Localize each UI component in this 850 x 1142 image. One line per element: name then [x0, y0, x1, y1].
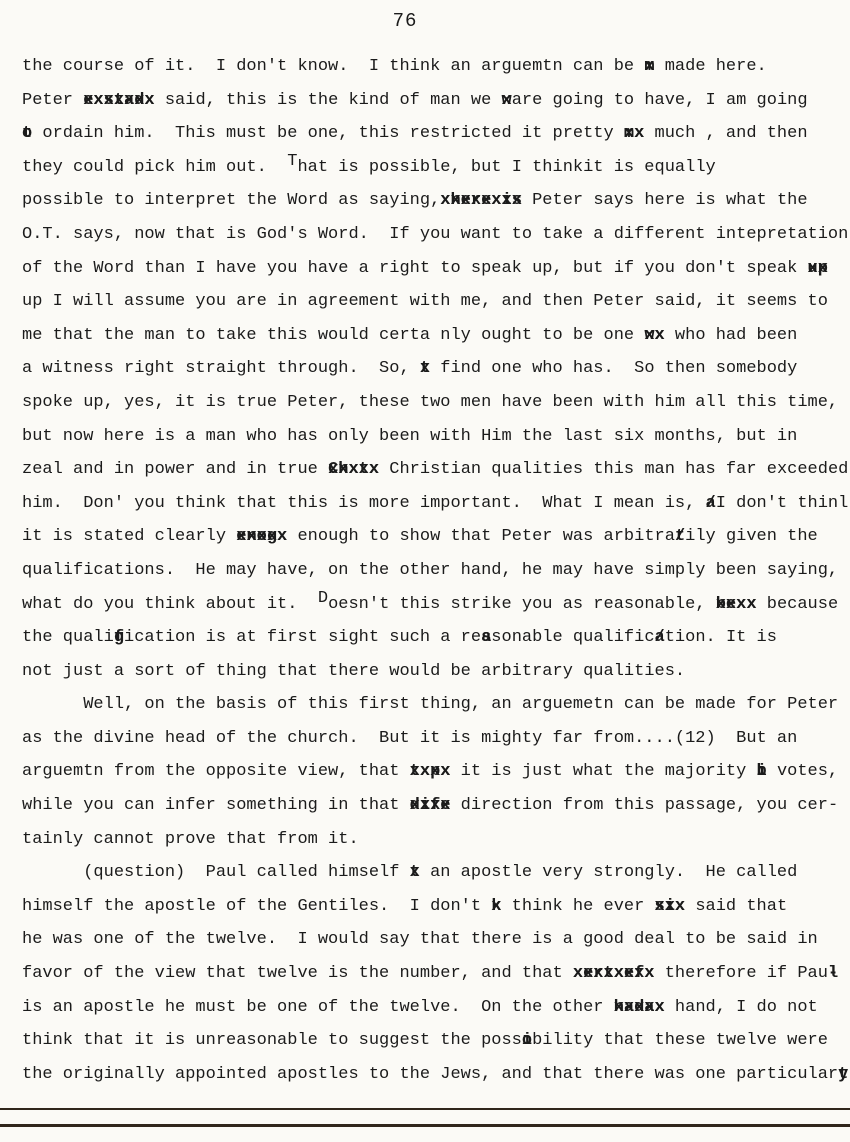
overstrike-correction: xertxefx xxxxxxxx: [573, 957, 655, 991]
overstrike-correction: t /: [675, 520, 685, 554]
text-segment: tainly cannot prove that from it.: [22, 829, 359, 849]
text-segment: they could pick him out.: [22, 157, 288, 177]
text-line: [22, 957, 842, 991]
text-segment: enough to show that Peter was arbitra: [287, 527, 675, 547]
text-segment: sonable qualific: [491, 628, 655, 648]
overstrike-correction: o i: [522, 1024, 532, 1058]
text-line: [22, 688, 842, 722]
overstrike-correction: hadax xxxxx: [614, 991, 665, 1025]
text-segment: direction from this passage, you cer-: [450, 796, 839, 816]
overstrike-correction: l -: [828, 957, 838, 991]
text-segment: said, this is the kind of man we: [154, 90, 502, 110]
text-segment: Well, on the basis of this first thing, an arguemetn can be made for Peter: [22, 695, 839, 715]
text-line: [22, 117, 842, 151]
overstrike-correction: mx xx: [624, 117, 644, 151]
text-line: [22, 789, 842, 823]
text-segment: not just a sort of thing that there would be arbitrary qualities.: [22, 661, 686, 681]
text-segment: qualifications. He may have, on the other hand, he may have simply been saying,: [22, 560, 839, 580]
text-segment: while you can infer something in that: [22, 796, 410, 816]
text-segment: (question) Paul called himself: [22, 863, 410, 883]
text-segment: ication is at first sight such a re: [124, 628, 482, 648]
text-segment: because: [756, 594, 839, 614]
text-segment: ordain him. This must be one, this restricted it pretty: [32, 124, 624, 144]
text-segment: the quali: [22, 628, 114, 648]
text-segment: me that the man to take this would certa nly ought to be one: [22, 325, 645, 345]
raised-capital: T: [287, 151, 298, 171]
text-line: [22, 184, 842, 218]
text-line: [22, 722, 842, 756]
page-number: 76: [392, 10, 418, 32]
text-segment: is an apostle he must be one of the twelve. On the other: [22, 997, 614, 1017]
overstrike-correction: t x: [420, 352, 430, 386]
text-segment: votes,: [766, 762, 839, 782]
text-segment: oesn't this strike you as reasonable,: [328, 594, 716, 614]
overstrike-correction: t x: [410, 856, 420, 890]
text-line: [22, 588, 842, 622]
overstrike-correction: a /: [706, 487, 716, 521]
text-segment: Peter: [22, 90, 84, 110]
text-segment: think that it is unreasonable to suggest the poss: [22, 1031, 522, 1051]
overstrike-correction: y t: [838, 1058, 848, 1092]
overstrike-correction: six xxx: [655, 890, 686, 924]
text-segment: himself the apostle of the Gentiles. I don't: [22, 896, 492, 916]
text-line: [22, 84, 842, 118]
text-segment: an apostle very strongly. He called: [419, 863, 798, 883]
text-line: [22, 520, 842, 554]
text-segment: favor of the view that twelve is the number, and that: [22, 964, 573, 984]
overstrike-correction: m x: [644, 50, 654, 84]
text-segment: possible to interpret the Word as saying,: [22, 191, 441, 211]
text-segment: Christian qualities this man has far exceeded: [379, 460, 849, 480]
text-segment: him. Don' you think that this is more important. What I mean is,: [22, 493, 706, 513]
text-segment: what do you think about it.: [22, 594, 318, 614]
text-line: [22, 386, 842, 420]
text-line: [22, 554, 842, 588]
raised-capital: D: [317, 588, 329, 608]
overstrike-correction: txpx xxxx: [410, 755, 451, 789]
overstrike-correction: g f: [114, 621, 124, 655]
text-line: [22, 755, 842, 789]
text-segment: the course of it. I don't know. I think an arguemtn can be: [22, 57, 645, 76]
text-segment: it is stated clearly: [22, 527, 237, 547]
overstrike-correction: a /: [655, 621, 665, 655]
text-segment: hat is possible, but I thinkit is equally: [297, 157, 716, 177]
text-segment: tion. It is: [664, 628, 777, 648]
overstrike-correction: bexx xxxx: [716, 588, 757, 622]
overstrike-correction: enogx xxxxx: [236, 520, 287, 554]
text-segment: find one who has. So then somebody: [430, 359, 798, 379]
overstrike-correction: wx xx: [644, 319, 664, 353]
text-line: [22, 151, 842, 185]
text-line: [22, 487, 849, 521]
text-segment: hand, I do not: [664, 997, 818, 1017]
text-segment: up I will assume you are in agreement with me, and then Peter said, it seems to: [22, 292, 828, 312]
text-line: [22, 991, 842, 1025]
text-body: [22, 50, 849, 1091]
text-segment: therefore if Pau: [654, 964, 828, 984]
overstrike-correction: t o: [22, 117, 32, 151]
text-line: [22, 655, 842, 689]
text-line: [22, 420, 842, 454]
text-segment: Peter says here is what the: [521, 191, 808, 211]
text-segment: I don't thinl: [715, 493, 849, 513]
text-segment: but now here is a man who has only been with Him the last six months, but in: [22, 426, 798, 446]
overstrike-correction: Chxtx xxxxx: [328, 453, 379, 487]
overstrike-correction: b i: [757, 755, 767, 789]
text-line: [22, 352, 842, 386]
text-segment: O.T. says, now that is God's Word. If you want to take a different intepretation: [22, 224, 849, 244]
text-segment: spoke up, yes, it is true Peter, these two men have been with him all this time,: [22, 392, 839, 412]
text-segment: he was one of the twelve. I would say that there is a good deal to be said in: [22, 930, 818, 950]
overstrike-correction: k x: [491, 890, 501, 924]
text-segment: of the Word than I have you have a right to speak up, but if you don't speak: [22, 258, 808, 278]
text-segment: the originally appointed apostles to the Jews, and that there was one particular: [22, 1064, 839, 1084]
text-segment: bility that these twelve were: [532, 1031, 828, 1051]
text-segment: who had been: [664, 325, 798, 345]
text-segment: think he ever: [501, 896, 655, 916]
text-line: [22, 923, 842, 957]
bottom-rule-bottom: [0, 1124, 850, 1127]
text-segment: much , and then: [644, 124, 808, 144]
bottom-rule-top: [0, 1108, 850, 1110]
overstrike-correction: a s: [481, 621, 491, 655]
text-line: [22, 50, 842, 84]
text-line: [22, 856, 842, 890]
text-line: [22, 285, 842, 319]
overstrike-correction: dife xxxx: [410, 789, 451, 823]
text-line: [22, 218, 849, 252]
text-line: [22, 890, 842, 924]
text-line: [22, 621, 842, 655]
text-line: [22, 453, 849, 487]
text-line: [22, 823, 842, 857]
text-segment: as the divine head of the church. But it is mighty far from....(12) But an: [22, 728, 798, 748]
text-segment: zeal and in power and in true: [22, 460, 329, 480]
text-line: [22, 252, 842, 286]
text-line: [22, 1058, 849, 1092]
overstrike-correction: xherexis xxxxxxxx: [440, 184, 522, 218]
text-segment: arguemtn from the opposite view, that: [22, 762, 410, 782]
text-segment: said that: [685, 896, 788, 916]
text-segment: it is just what the majority: [450, 762, 757, 782]
overstrike-correction: w x: [502, 84, 512, 118]
overstrike-correction: up xx: [808, 252, 828, 286]
overstrike-correction: exstadx xxxxxxx: [83, 84, 154, 118]
text-line: [22, 319, 842, 353]
text-segment: are going to have, I am going: [511, 90, 808, 110]
text-segment: ily given the: [685, 527, 818, 547]
text-segment: a witness right straight through. So,: [22, 359, 420, 379]
text-line: [22, 1024, 842, 1058]
text-segment: made here.: [654, 57, 767, 76]
